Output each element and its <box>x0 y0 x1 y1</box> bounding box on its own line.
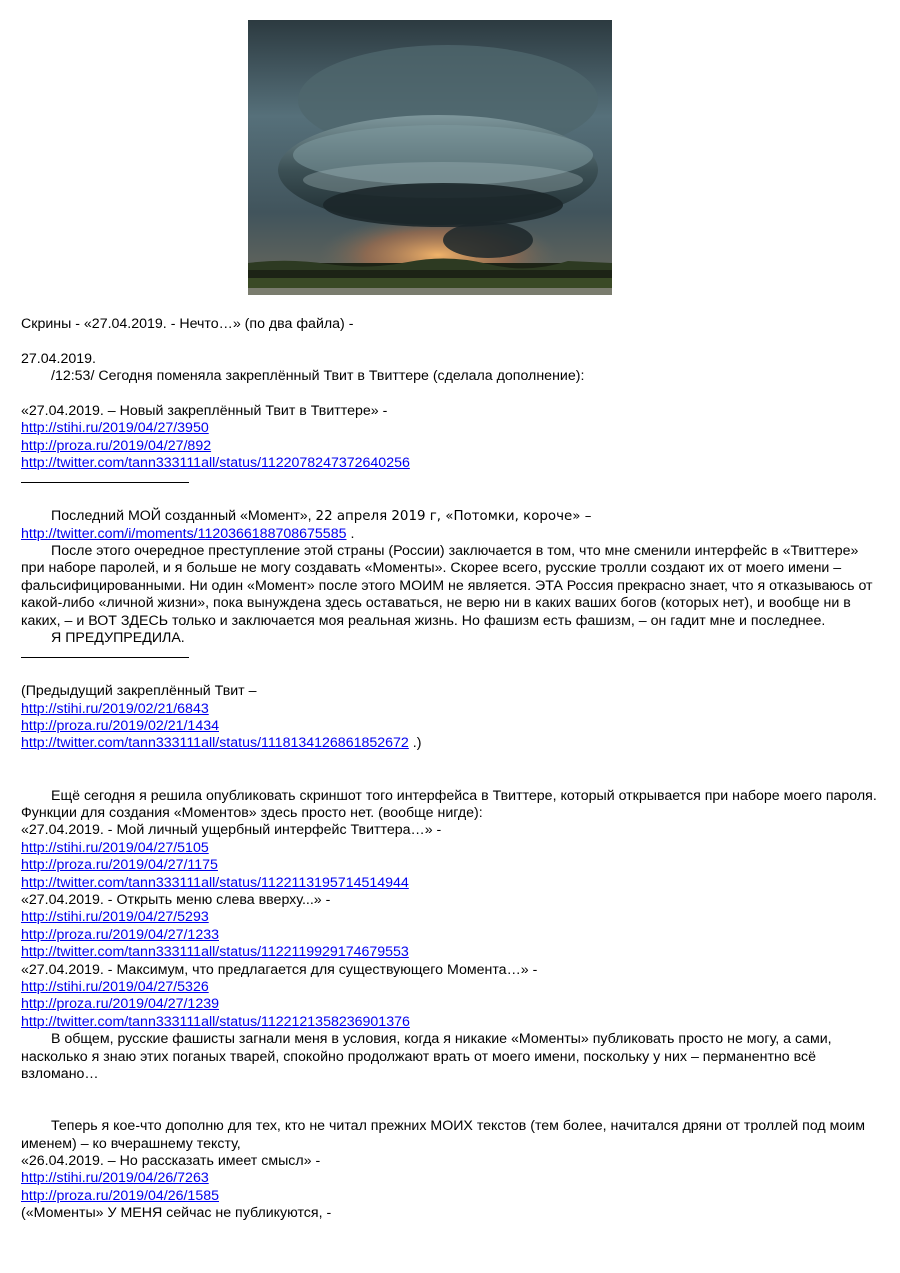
link[interactable]: http://stihi.ru/2019/04/27/3950 <box>21 420 209 437</box>
text-span: 22 апреля 2019 г, «Потомки, короче» – <box>315 509 592 525</box>
paragraph <box>21 508 881 525</box>
link[interactable]: http://twitter.com/i/moments/1120366188708675585 <box>21 525 347 542</box>
link[interactable]: http://twitter.com/tann333111all/status/1122121358236901376 <box>21 1013 410 1030</box>
link[interactable]: http://proza.ru/2019/04/27/892 <box>21 437 212 454</box>
link[interactable]: http://proza.ru/2019/02/21/1434 <box>21 718 219 735</box>
paragraph: (Предыдущий закреплённый Твит – <box>21 683 257 700</box>
paragraph: «26.04.2019. – Но рассказать имеет смысл» - <box>21 1152 321 1169</box>
link[interactable]: http://twitter.com/tann333111all/status/1122119929174679553 <box>21 944 409 961</box>
link[interactable]: http://stihi.ru/2019/04/27/5326 <box>21 978 209 995</box>
link[interactable]: http://proza.ru/2019/04/27/1239 <box>21 996 219 1013</box>
paragraph: /12:53/ Сегодня поменяла закреплённый Твит в Твиттере (сделала дополнение): <box>51 368 585 385</box>
link[interactable]: http://twitter.com/tann333111all/status/1122078247372640256 <box>21 455 410 472</box>
paragraph: Я ПРЕДУПРЕДИЛА. <box>51 630 185 647</box>
paragraph: В общем, русские фашисты загнали меня в условия, когда я никакие «Моменты» публиковать просто не могу, а сами, насколько я знаю этих поганых тварей, спокойно продолжают врать от моего имени, поскольку у них – перманентно всё взломано… <box>21 1031 832 1082</box>
separator-line <box>21 648 189 658</box>
text-span: Последний МОЙ созданный «Момент», <box>51 508 312 525</box>
paragraph: «27.04.2019. - Максимум, что предлагается для существующего Момента…» - <box>21 961 538 978</box>
paragraph: После этого очередное преступление этой страны (России) заключается в том, что мне сменили интерфейс в «Твиттере» при наборе паролей, и я больше не могу создавать «Моменты». Скорее всего, русские тролли создают их от моего имени – фальсифицированными. Ни один «Момент» после этого МОИМ не является. ЭТА Россия прекрасно знает, что я отказываюсь от какой-либо «личной жизни», пока вынуждена здесь оставаться, не верю ни в каких ваших богов (которых нет), и вообще ни в каких, – и ВОТ ЗДЕСЬ только и заключается моя реальная жизнь. Но фашизм есть фашизм, – он гадит мне и последнее. <box>21 543 873 629</box>
link[interactable]: http://proza.ru/2019/04/26/1585 <box>21 1187 219 1204</box>
supercell-storm-photo <box>248 20 612 295</box>
paragraph: Ещё сегодня я решила опубликовать скриншот того интерфейса в Твиттере, который открывается при наборе моего пароля. Функции для создания «Моментов» здесь просто нет. (вообще нигде): <box>21 787 877 822</box>
link[interactable]: http://stihi.ru/2019/04/26/7263 <box>21 1170 209 1187</box>
link[interactable]: http://stihi.ru/2019/04/27/5105 <box>21 839 209 856</box>
link[interactable]: http://proza.ru/2019/04/27/1175 <box>21 857 218 874</box>
paragraph: «27.04.2019. - Мой личный ущербный интерфейс Твиттера…» - <box>21 822 442 839</box>
link[interactable]: http://stihi.ru/2019/04/27/5293 <box>21 909 209 926</box>
date-heading: 27.04.2019. <box>21 350 96 367</box>
link[interactable]: http://twitter.com/tann333111all/status/1118134126861852672 <box>21 735 409 752</box>
paragraph: «27.04.2019. - Открыть меню слева вверху...» - <box>21 892 331 908</box>
document-body <box>21 316 881 1223</box>
link[interactable]: http://twitter.com/tann333111all/status/1122113195714514944 <box>21 874 409 891</box>
paragraph: Скрины - «27.04.2019. - Нечто…» (по два файла) - <box>21 316 354 332</box>
text-span: . <box>350 525 355 542</box>
paragraph: Теперь я кое-что дополню для тех, кто не читал прежних МОИХ текстов (тем более, начитался дряни от троллей под моим именем) – ко вчерашнему тексту, <box>21 1118 865 1152</box>
paragraph: («Моменты» У МЕНЯ сейчас не публикуются, - <box>21 1205 332 1222</box>
text-span: .) <box>412 735 422 752</box>
separator-line <box>21 473 189 483</box>
paragraph: «27.04.2019. – Новый закреплённый Твит в Твиттере» - <box>21 402 388 419</box>
link[interactable]: http://stihi.ru/2019/02/21/6843 <box>21 700 209 717</box>
link[interactable]: http://proza.ru/2019/04/27/1233 <box>21 926 219 943</box>
